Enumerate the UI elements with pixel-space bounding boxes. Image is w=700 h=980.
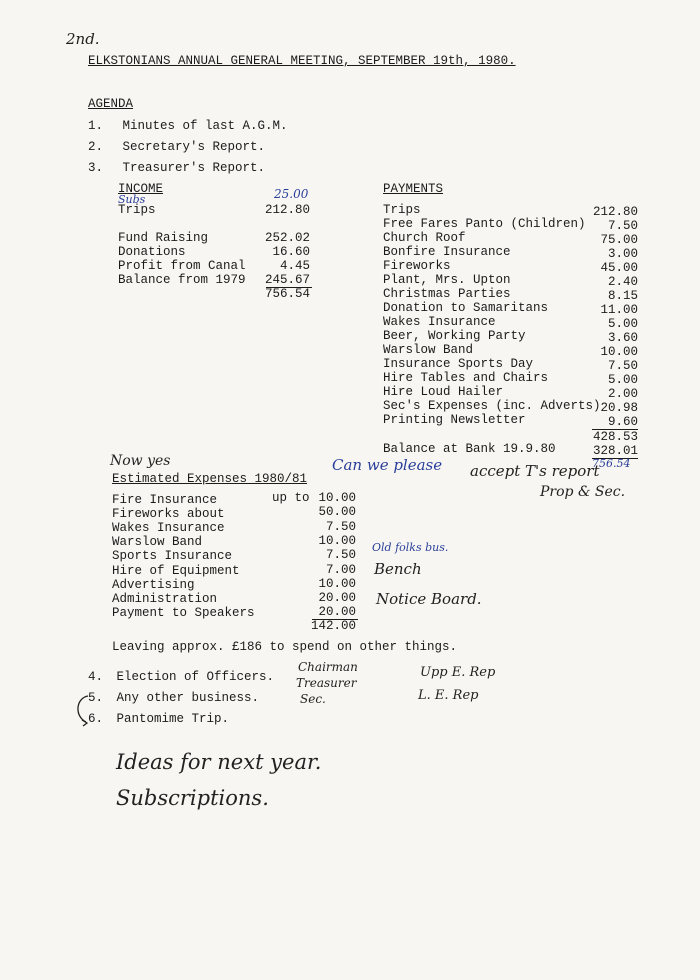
payment-row-value: 3.60 [607, 331, 638, 345]
handwritten-ideas: Ideas for next year. [116, 750, 322, 774]
payment-row-value: 2.40 [607, 275, 638, 289]
estimate-row-label: Advertising [112, 578, 195, 592]
estimate-row-value: 7.00 [325, 563, 356, 577]
agenda-item-4 [88, 670, 274, 684]
income-row-label: Balance from 1979 [118, 273, 246, 287]
estimate-total: 142.00 [310, 619, 356, 633]
handwritten-old-folks-bus: Old folks bus. [372, 541, 449, 554]
agenda-item-text: Any other business. [116, 691, 260, 705]
agenda-item-number: 5. [88, 691, 104, 705]
agenda-item-text: Treasurer's Report. [122, 161, 266, 175]
agenda-heading: AGENDA [88, 97, 134, 111]
payment-row-value: 10.00 [600, 345, 638, 359]
handwritten-now-yes: Now yes [110, 453, 171, 469]
estimate-row-label: Hire of Equipment [112, 564, 240, 578]
agenda-item-text: Secretary's Report. [122, 140, 266, 154]
payment-row-label: Plant, Mrs. Upton [383, 273, 511, 287]
handwritten-upper-rep: Upp E. Rep [420, 665, 496, 680]
payment-row-label: Bonfire Insurance [383, 245, 511, 259]
handwritten-subs-amount: 25.00 [274, 187, 309, 201]
income-row-value: 212.80 [264, 203, 310, 217]
income-row-value: 245.67 [264, 273, 310, 287]
estimate-row-label: Sports Insurance [112, 549, 233, 563]
leaving-text: Leaving approx. £186 to spend on other things. [112, 640, 458, 654]
handwritten-accept-line2: accept T's report [470, 462, 600, 480]
payments-total: 428.53 [592, 430, 638, 444]
agenda-item-text: Election of Officers. [116, 670, 275, 684]
payment-row-value: 7.50 [607, 219, 638, 233]
payment-row-label: Warslow Band [383, 343, 474, 357]
handwritten-subs-note: Subs [118, 193, 146, 206]
payment-row-label: Donation to Samaritans [383, 301, 549, 315]
agenda-item-number: 2. [88, 140, 104, 154]
estimated-heading: Estimated Expenses 1980/81 [112, 472, 308, 486]
agenda-item-2 [88, 140, 265, 154]
payment-row-label: Hire Tables and Chairs [383, 371, 549, 385]
income-row-label: Trips [118, 203, 156, 217]
payment-row-value: 5.00 [607, 317, 638, 331]
payments-heading: PAYMENTS [383, 182, 444, 196]
income-row-value: 16.60 [272, 245, 310, 259]
estimate-row-value: 7.50 [325, 548, 356, 562]
payment-row-value: 75.00 [600, 233, 638, 247]
estimate-row-label: Payment to Speakers [112, 606, 255, 620]
income-row-label: Donations [118, 245, 186, 259]
handwritten-notice-board: Notice Board. [376, 590, 482, 608]
payment-row-label: Beer, Working Party [383, 329, 526, 343]
agenda-item-3 [88, 161, 265, 175]
agenda-item-1 [88, 119, 288, 133]
payment-row-label: Fireworks [383, 259, 451, 273]
agenda-item-number: 6. [88, 712, 104, 726]
payment-row-label: Church Roof [383, 231, 466, 245]
agenda-item-number: 4. [88, 670, 104, 684]
payment-row-value: 45.00 [600, 261, 638, 275]
handwritten-sec: Sec. [300, 692, 326, 706]
income-heading: INCOME [118, 182, 164, 196]
agenda-item-6 [88, 712, 229, 726]
estimate-row-value: 7.50 [325, 520, 356, 534]
estimate-row-label: Wakes Insurance [112, 521, 225, 535]
payment-row-label: Free Fares Panto (Children) [383, 217, 586, 231]
payment-row-label: Insurance Sports Day [383, 357, 534, 371]
estimate-row-value: 10.00 [318, 577, 356, 591]
estimate-row-value: 20.00 [318, 591, 356, 605]
income-row-label: Profit from Canal [118, 259, 246, 273]
payment-row-value: 7.50 [607, 359, 638, 373]
agenda-item-text: Minutes of last A.G.M. [122, 119, 288, 133]
estimate-row-prefix: up to [272, 491, 310, 505]
payment-row-value: 212.80 [592, 205, 638, 219]
payment-row-value: 3.00 [607, 247, 638, 261]
handwritten-bench: Bench [374, 560, 422, 578]
payment-row-label: Sec's Expenses (inc. Adverts) [383, 399, 601, 413]
estimate-row-value: 10.00 [318, 534, 356, 548]
estimate-row-value: 20.00 [318, 605, 356, 619]
payment-row-value: 5.00 [607, 373, 638, 387]
payment-row-value: 9.60 [607, 415, 638, 429]
payment-row-label: Wakes Insurance [383, 315, 496, 329]
estimate-row-label: Warslow Band [112, 535, 203, 549]
payment-row-label: Trips [383, 203, 421, 217]
handwritten-chairman: Chairman [298, 660, 358, 674]
payment-row-value: 8.15 [607, 289, 638, 303]
agenda-item-5 [88, 691, 259, 705]
payment-row-label: Christmas Parties [383, 287, 511, 301]
estimate-row-label: Administration [112, 592, 218, 606]
swap-arrow-icon [72, 690, 94, 730]
payment-row-value: 20.98 [600, 401, 638, 415]
bank-balance-label: Balance at Bank 19.9.80 [383, 442, 556, 456]
agenda-item-text: Pantomime Trip. [116, 712, 230, 726]
handwritten-balance-total: 756.54 [592, 457, 631, 470]
handwritten-accept-line1: Can we please [332, 456, 443, 474]
estimate-row-value: 10.00 [318, 491, 356, 505]
payment-row-label: Printing Newsletter [383, 413, 526, 427]
estimate-row-label: Fire Insurance [112, 493, 218, 507]
handwritten-prop-sec: Prop & Sec. [540, 484, 626, 500]
payment-row-value: 11.00 [600, 303, 638, 317]
income-total: 756.54 [264, 287, 310, 301]
handwritten-ordinal: 2nd. [66, 30, 100, 48]
income-row-value: 252.02 [264, 231, 310, 245]
bank-balance-value: 328.01 [592, 444, 638, 458]
document-title: ELKSTONIANS ANNUAL GENERAL MEETING, SEPTEMBER 19th, 1980. [88, 54, 516, 68]
income-row-value: 4.45 [279, 259, 310, 273]
income-row-label: Fund Raising [118, 231, 209, 245]
handwritten-treasurer: Treasurer [296, 676, 357, 690]
handwritten-subscriptions: Subscriptions. [116, 786, 269, 810]
agenda-item-number: 3. [88, 161, 104, 175]
estimate-row-value: 50.00 [318, 505, 356, 519]
estimate-row-label: Fireworks about [112, 507, 225, 521]
payment-row-label: Hire Loud Hailer [383, 385, 504, 399]
handwritten-lower-rep: L. E. Rep [418, 688, 479, 703]
agenda-item-number: 1. [88, 119, 104, 133]
payment-row-value: 2.00 [607, 387, 638, 401]
